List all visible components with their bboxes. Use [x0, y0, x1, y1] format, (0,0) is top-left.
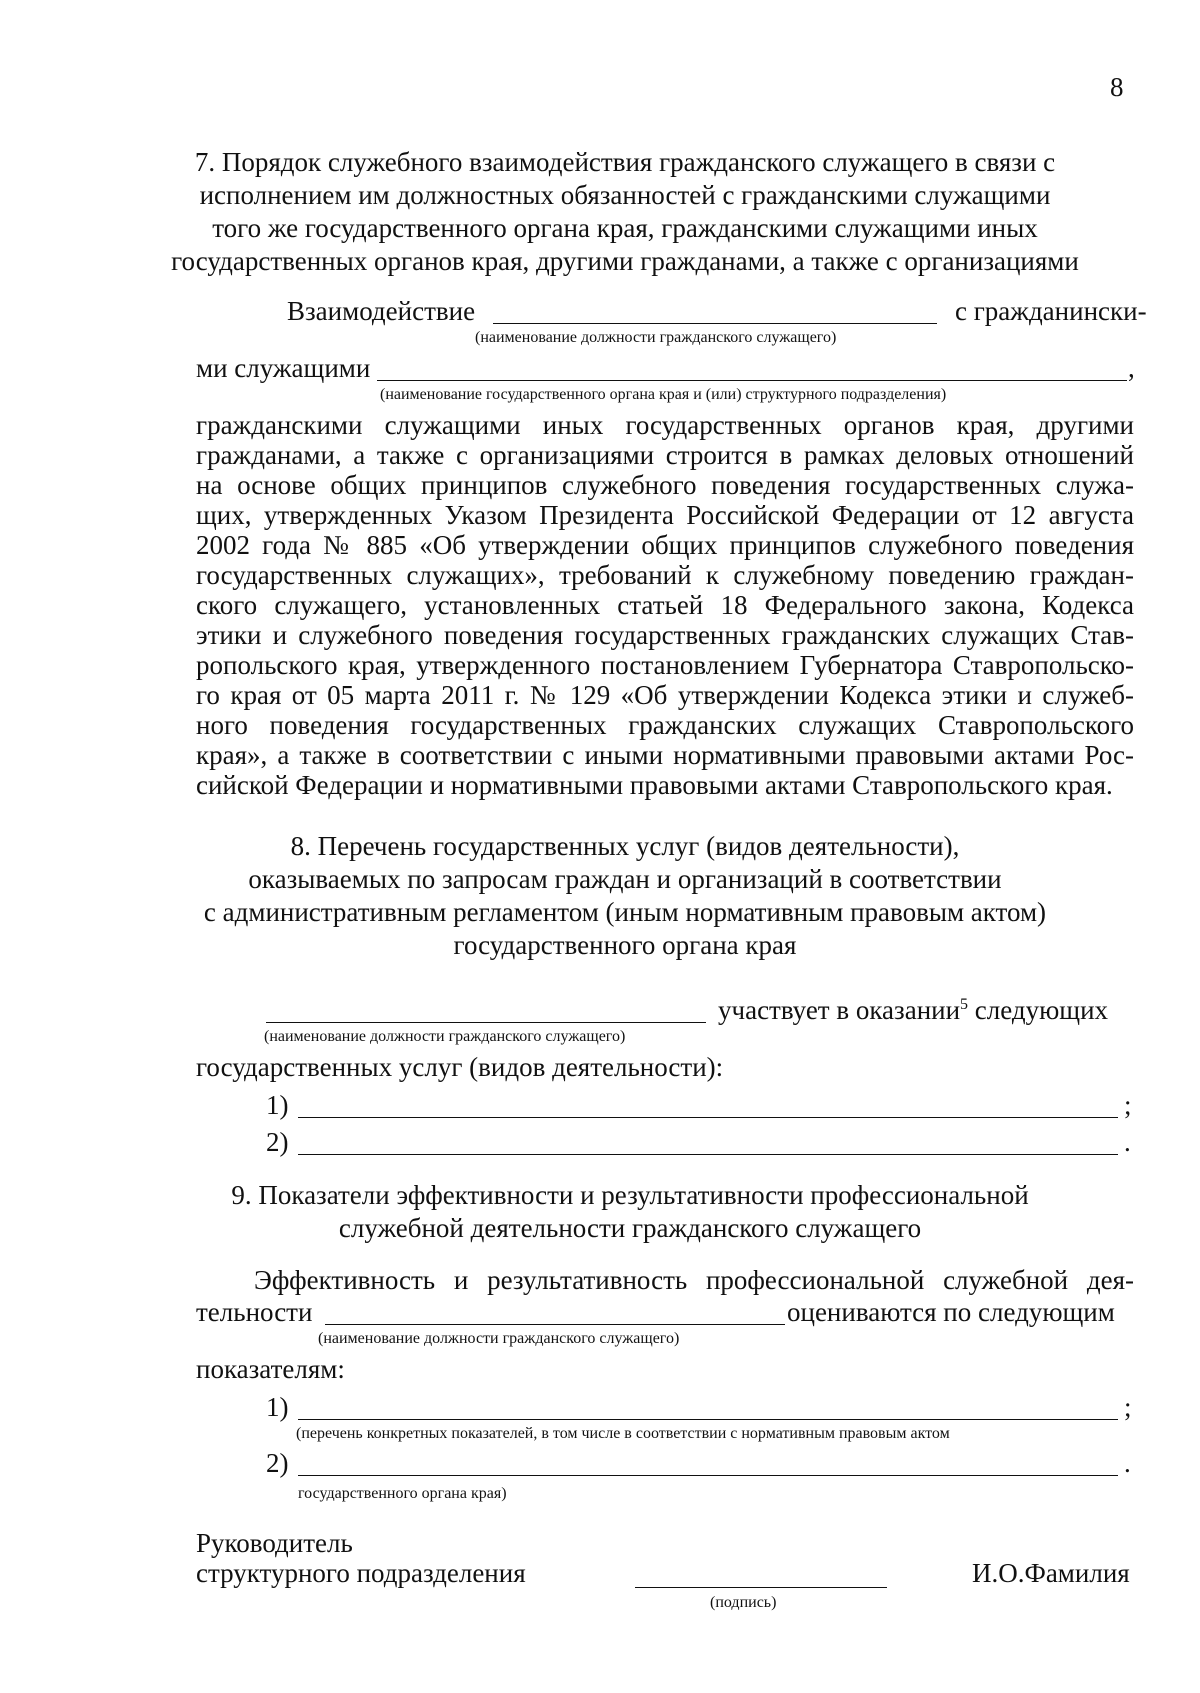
indicator-item-end: ; — [1124, 1392, 1132, 1422]
section7-paragraph-line: гражданскими служащими иных государственных органов края, другими — [196, 410, 1134, 440]
section7-paragraph-line: щих, утвержденных Указом Президента Российской Федерации от 12 августа — [196, 500, 1134, 530]
section9-heading-line: служебной деятельности гражданского служащего — [338, 1213, 922, 1243]
signatory-role: структурного подразделения — [196, 1558, 526, 1588]
service-item-number: 2) — [266, 1127, 289, 1157]
indicators-label: показателям: — [196, 1354, 345, 1384]
section8-heading-line: государственного органа края — [453, 930, 797, 960]
section7-heading-line: исполнением им должностных обязанностей с гражданскими служащими — [199, 180, 1051, 210]
signature-blank-field[interactable] — [635, 1587, 887, 1588]
section7-paragraph-line: ропольского края, утвержденного постановлением Губернатора Ставропольско- — [196, 650, 1134, 680]
section7-paragraph-line: го края от 05 марта 2011 г. № 129 «Об утверждении Кодекса этики и служеб- — [196, 680, 1134, 710]
section9-heading — [150, 1179, 1110, 1245]
participates-text — [718, 995, 1108, 1026]
servants-label: ми служащими — [196, 353, 371, 383]
service-item-end: ; — [1124, 1090, 1132, 1120]
indicator-item-blank-field[interactable] — [298, 1419, 1118, 1420]
signatory-name: И.О.Фамилия — [972, 1558, 1130, 1588]
caption-position: (наименование должности гражданского служащего) — [475, 329, 837, 346]
section7-paragraph-line: сийской Федерации и нормативными правовыми актами Ставропольского края. — [196, 770, 1113, 800]
section9-intro-line: Эффективность и результативность профессиональной служебной дея- — [254, 1265, 1134, 1295]
position-blank-field[interactable] — [325, 1324, 785, 1325]
indicator-item-number: 2) — [266, 1448, 289, 1478]
section7-heading — [150, 146, 1100, 278]
section9-heading-line: 9. Показатели эффективности и результативности профессиональной — [231, 1180, 1029, 1210]
section7-paragraph-line: края», а также в соответствии с иными нормативными правовыми актами Рос- — [196, 740, 1134, 770]
interaction-suffix: с гражданински- — [955, 296, 1147, 326]
section7-heading-line: того же государственного органа края, гражданскими служащими иных — [212, 213, 1038, 243]
evaluated-text: оцениваются по следующим — [787, 1297, 1115, 1327]
caption-body: (наименование государственного органа края и (или) структурного подразделения) — [380, 386, 947, 403]
caption-indicators: (перечень конкретных показателей, в том числе в соответствии с нормативным правовым актом — [296, 1425, 950, 1442]
indicator-item-blank-field[interactable] — [298, 1475, 1118, 1476]
indicator-item-end: . — [1124, 1448, 1131, 1478]
section8-heading-line: оказываемых по запросам граждан и организаций в соответствии — [248, 864, 1002, 894]
section8-heading-line: с административным регламентом (иным нормативным правовым актом) — [203, 897, 1047, 927]
caption-indicators-cont: государственного органа края) — [298, 1485, 507, 1502]
position-blank-field[interactable] — [266, 1022, 706, 1023]
servants-comma: , — [1128, 353, 1135, 383]
section7-heading-line: 7. Порядок служебного взаимодействия гражданского служащего в связи с — [194, 147, 1056, 177]
indicator-item-number: 1) — [266, 1392, 289, 1422]
footnote-mark: 5 — [960, 996, 969, 1013]
following-label: следующих — [974, 995, 1109, 1025]
section7-paragraph-line: 2002 года № 885 «Об утверждении общих принципов служебного поведения — [196, 530, 1134, 560]
caption-position: (наименование должности гражданского служащего) — [318, 1330, 680, 1347]
services-label: государственных услуг (видов деятельности): — [196, 1052, 724, 1082]
section8-heading — [150, 830, 1100, 962]
position-blank-field[interactable] — [493, 323, 937, 324]
activity-label: тельности — [196, 1297, 313, 1327]
caption-signature: (подпись) — [710, 1594, 777, 1611]
service-item-end: . — [1124, 1127, 1131, 1157]
section7-paragraph-line: государственных служащих», требований к служебному поведению граждан- — [196, 560, 1134, 590]
service-item-number: 1) — [266, 1090, 289, 1120]
section7-heading-line: государственных органов края, другими гражданами, а также с организациями — [171, 246, 1079, 276]
body-blank-field[interactable] — [377, 380, 1127, 381]
section7-paragraph-line: гражданами, а также с организациями строится в рамках деловых отношений — [196, 440, 1134, 470]
signatory-role: Руководитель — [196, 1528, 353, 1558]
interaction-label: Взаимодействие — [287, 296, 476, 326]
section8-heading-line: 8. Перечень государственных услуг (видов деятельности), — [290, 831, 960, 861]
section7-paragraph-line: этики и служебного поведения государственных гражданских служащих Став- — [196, 620, 1134, 650]
caption-position: (наименование должности гражданского служащего) — [264, 1028, 626, 1045]
page-number: 8 — [1110, 72, 1124, 102]
participates-label: участвует в оказании — [718, 995, 961, 1025]
service-item-blank-field[interactable] — [298, 1154, 1118, 1155]
section7-paragraph-line: ного поведения государственных гражданских служащих Ставропольского — [196, 710, 1134, 740]
section7-paragraph-line: на основе общих принципов служебного поведения государственных служа- — [196, 470, 1134, 500]
section7-paragraph-line: ского служащего, установленных статьей 18 Федерального закона, Кодекса — [196, 590, 1134, 620]
service-item-blank-field[interactable] — [298, 1117, 1118, 1118]
